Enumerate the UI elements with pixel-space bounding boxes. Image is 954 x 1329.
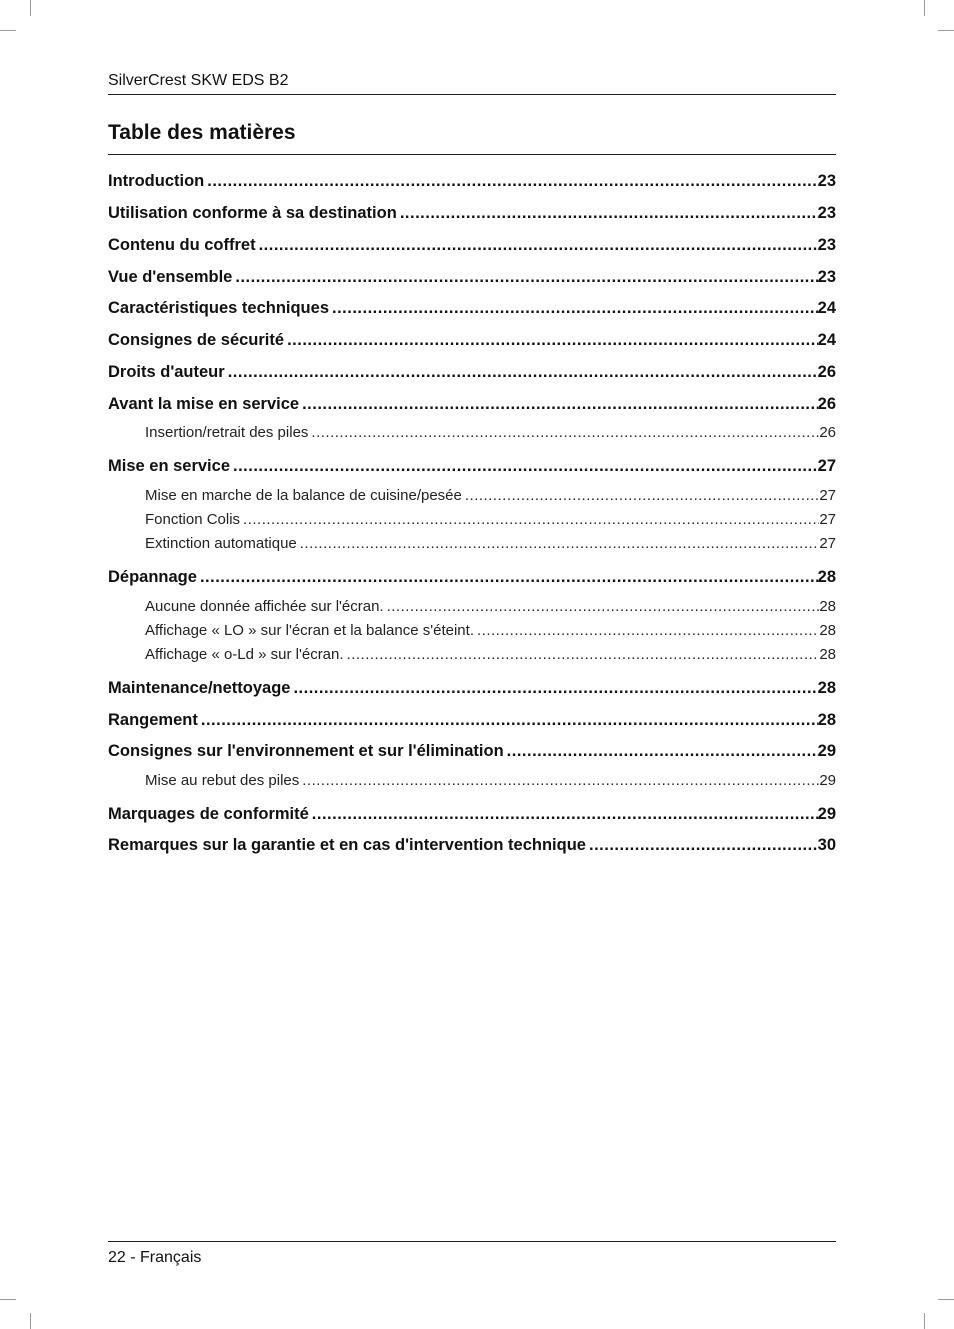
table-of-contents <box>108 0 836 1329</box>
dot-leader <box>197 566 818 588</box>
toc-entry-label: Introduction <box>108 172 205 190</box>
toc-entry[interactable] <box>108 803 836 825</box>
toc-entry-label: Fonction Colis <box>145 511 241 528</box>
toc-subentry[interactable] <box>108 510 836 530</box>
dot-leader <box>240 510 819 530</box>
toc-entry[interactable] <box>108 677 836 699</box>
toc-subentry[interactable] <box>108 645 836 665</box>
toc-entry[interactable] <box>108 170 836 192</box>
toc-entry[interactable] <box>108 393 836 415</box>
toc-entry[interactable] <box>108 266 836 288</box>
toc-entry-page: 26 <box>819 424 836 441</box>
dot-leader <box>290 677 817 699</box>
dot-leader <box>329 297 818 319</box>
toc-entry-page: 23 <box>817 204 836 222</box>
toc-entry-label: Utilisation conforme à sa destination <box>108 204 397 222</box>
toc-entry-page: 29 <box>817 742 836 760</box>
toc-entry[interactable] <box>108 740 836 762</box>
toc-entry[interactable] <box>108 566 836 588</box>
toc-entry-label: Maintenance/nettoyage <box>108 679 291 697</box>
toc-entry-label: Consignes de sécurité <box>108 331 285 349</box>
toc-entry-label: Contenu du coffret <box>108 236 256 254</box>
toc-entry-label: Droits d'auteur <box>108 363 225 381</box>
toc-entry-page: 24 <box>817 331 836 349</box>
toc-entry-label: Extinction automatique <box>145 535 297 552</box>
dot-leader <box>504 740 818 762</box>
product-name: SilverCrest SKW EDS B2 <box>108 72 289 89</box>
toc-entry-page: 26 <box>817 395 836 413</box>
crop-mark <box>938 30 954 31</box>
toc-entry-page: 28 <box>819 598 836 615</box>
toc-entry-page: 29 <box>819 772 836 789</box>
page-footer <box>108 1241 836 1269</box>
toc-entry[interactable] <box>108 709 836 731</box>
toc-entry-label: Affichage « LO » sur l'écran et la balance s'éteint. <box>145 622 474 639</box>
crop-mark <box>0 30 16 31</box>
toc-entry-page: 28 <box>817 679 836 697</box>
toc-entry-page: 27 <box>819 511 836 528</box>
toc-entry-label: Marquages de conformité <box>108 805 309 823</box>
dot-leader <box>474 621 819 641</box>
crop-mark <box>30 0 31 16</box>
toc-entry-page: 28 <box>817 568 836 586</box>
dot-leader <box>230 455 818 477</box>
toc-entry-label: Vue d'ensemble <box>108 268 233 286</box>
toc-entry-page: 30 <box>817 836 836 854</box>
toc-entry-label: Mise en service <box>108 457 230 475</box>
toc-title: Table des matières <box>108 119 836 155</box>
crop-mark <box>0 1299 16 1300</box>
dot-leader <box>384 597 820 617</box>
dot-leader <box>586 834 818 856</box>
toc-subentry[interactable] <box>108 486 836 506</box>
dot-leader <box>198 709 818 731</box>
toc-entry-label: Avant la mise en service <box>108 395 300 413</box>
toc-entry-label: Consignes sur l'environnement et sur l'élimination <box>108 742 504 760</box>
dot-leader <box>308 423 819 443</box>
toc-subentry[interactable] <box>108 621 836 641</box>
toc-entry-page: 29 <box>817 805 836 823</box>
toc-entry-page: 28 <box>817 711 836 729</box>
dot-leader <box>344 645 820 665</box>
crop-mark <box>924 1313 925 1329</box>
toc-entry-label: Dépannage <box>108 568 197 586</box>
toc-subentry[interactable] <box>108 771 836 791</box>
toc-entry-page: 27 <box>819 535 836 552</box>
toc-entry[interactable] <box>108 834 836 856</box>
toc-entry-page: 23 <box>817 268 836 286</box>
toc-entry-page: 24 <box>817 299 836 317</box>
toc-entry-label: Remarques sur la garantie et en cas d'intervention technique <box>108 836 586 854</box>
dot-leader <box>462 486 819 506</box>
toc-entry-page: 27 <box>819 487 836 504</box>
toc-entry[interactable] <box>108 455 836 477</box>
dot-leader <box>397 202 818 224</box>
toc-entry-page: 26 <box>817 363 836 381</box>
crop-mark <box>924 0 925 16</box>
toc-entry-label: Caractéristiques techniques <box>108 299 329 317</box>
dot-leader <box>299 393 818 415</box>
dot-leader <box>309 803 818 825</box>
toc-entry-page: 23 <box>817 236 836 254</box>
toc-entry[interactable] <box>108 297 836 319</box>
dot-leader <box>284 329 818 351</box>
dot-leader <box>297 534 820 554</box>
toc-entry[interactable] <box>108 202 836 224</box>
toc-subentry[interactable] <box>108 534 836 554</box>
toc-entry-label: Aucune donnée affichée sur l'écran. <box>145 598 384 615</box>
toc-entry[interactable] <box>108 329 836 351</box>
toc-entry-page: 23 <box>817 172 836 190</box>
toc-subentry[interactable] <box>108 597 836 617</box>
dot-leader <box>232 266 817 288</box>
toc-entry-label: Rangement <box>108 711 198 729</box>
toc-entry-page: 28 <box>819 622 836 639</box>
dot-leader <box>204 170 817 192</box>
toc-entry-label: Mise en marche de la balance de cuisine/pesée <box>145 487 462 504</box>
toc-entry-label: Mise au rebut des piles <box>145 772 300 789</box>
dot-leader <box>256 234 818 256</box>
toc-subentry[interactable] <box>108 423 836 443</box>
toc-entry[interactable] <box>108 361 836 383</box>
dot-leader <box>225 361 818 383</box>
toc-entry-label: Affichage « o-Ld » sur l'écran. <box>145 646 344 663</box>
toc-entry-label: Insertion/retrait des piles <box>145 424 309 441</box>
toc-entry-page: 28 <box>819 646 836 663</box>
dot-leader <box>299 771 819 791</box>
toc-entry-page: 27 <box>817 457 836 475</box>
crop-mark <box>30 1313 31 1329</box>
page-number: 22 - Français <box>108 1249 202 1266</box>
crop-mark <box>938 1299 954 1300</box>
toc-entry[interactable] <box>108 234 836 256</box>
